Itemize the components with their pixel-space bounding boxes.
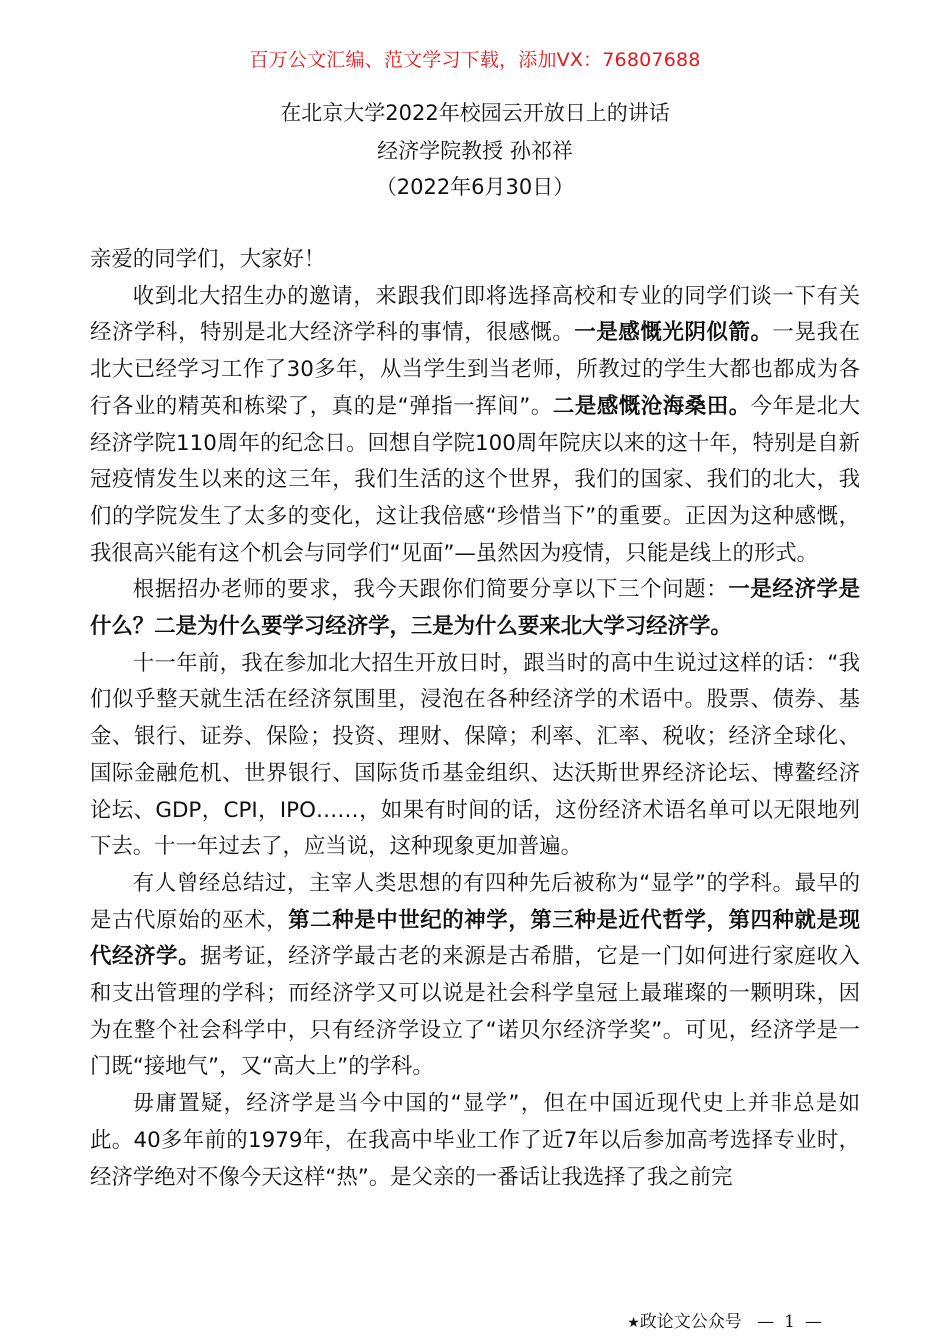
speech-title: 在北京大学2022年校园云开放日上的讲话 [280,101,670,125]
footer-dash-left: — [757,1312,775,1332]
paragraph-3: 十一年前，我在参加北大招生开放日时，跟当时的高中生说过这样的话：“我们似乎整天就生活在经济氛围里，浸泡在各种经济学的术语中。股票、债券、基金、银行、证券、保险；投资、理财、保障；利率、汇率、税收；经济全球化、国际金融危机、世界银行、国际货币基金组织、达沃斯世界经济论坛、博鳌经济论坛、GDP，CPI，IPO……，如果有时间的话，这份经济术语名单可以无限地列下去。十一年过去了，应当说，这种现象更加普遍。 [90,650,860,860]
footer-dash-right: — [805,1312,822,1332]
p2-bold-1: 一是经济学是什么？二是为什么要学习经济学，三是为什么要来北大学习经济学。 [90,577,860,640]
page-footer [627,1310,832,1335]
paragraph-5: 毋庸置疑，经济学是当今中国的“显学”，但在中国近现代史上并非总是如此。40多年前的1979年，在我高中毕业工作了近7年以后参加高考选择专业时，经济学绝对不像今天这样“热”。是父亲的一番话让我选择了我之前完 [90,1091,860,1190]
page-number: 1 [784,1312,795,1332]
greeting: 亲爱的同学们，大家好！ [90,247,326,272]
p1-text-3: 今年是北大经济学院110周年的纪念日。回想自学院100周年院庆以来的这十年，特别是自新冠疫情发生以来的这三年，我们生活的这个世界，我们的国家、我们的北大，我们的学院发生了太多的变化，这让我倍感“珍惜当下”的重要。正因为这种感慨，我很高兴能有这个机会与同学们“见面”—虽然因为疫情，只能是线上的形式。 [90,393,860,566]
download-banner: 百万公文汇编、范文学习下载，添加VX：76807688 [249,49,701,71]
p1-bold-1: 一是感慨光阴似箭。 [574,320,773,346]
footer-source: 政论文公众号 [639,1312,742,1332]
paragraph-4 [90,866,860,1086]
p1-text-2: 一晃我在北大已经学习工作了30多年，从当学生到当老师，所教过的学生大都也都成为各行各业的精英和栋梁了，真的是“弹指一挥间”。 [90,320,860,419]
p4-text-2: 据考证，经济学最古老的来源是古希腊，它是一门如何进行家庭收入和支出管理的学科；而经济学又可以说是社会科学皇冠上最璀璨的一颗明珠，因为在整个社会科学中，只有经济学设立了“诺贝尔经济学奖”。可见，经济学是一门既“接地气”，又“高大上”的学科。 [90,944,860,1080]
paragraph-1 [90,279,860,573]
speech-body [90,242,860,1196]
p1-text-1: 收到北大招生办的邀请，来跟我们即将选择高校和专业的同学们谈一下有关经济学科，特别是北大经济学科的事情，很感慨。 [90,283,860,346]
speech-author: 经济学院教授 孙祁祥 [377,139,573,163]
p1-bold-2: 二是感慨沧海桑田。 [552,393,751,419]
p2-text-1: 根据招办老师的要求，我今天跟你们简要分享以下三个问题： [132,577,729,603]
speech-date: （2022年6月30日） [375,175,575,199]
star-icon: ★ [627,1315,640,1331]
paragraph-2 [90,572,860,645]
p4-text-1: 有人曾经总结过，主宰人类思想的有四种先后被称为“显学”的学科。最早的是古代原始的巫术， [90,870,860,933]
p4-bold-1: 第二种是中世纪的神学，第三种是近代哲学，第四种就是现代经济学。 [90,907,860,970]
